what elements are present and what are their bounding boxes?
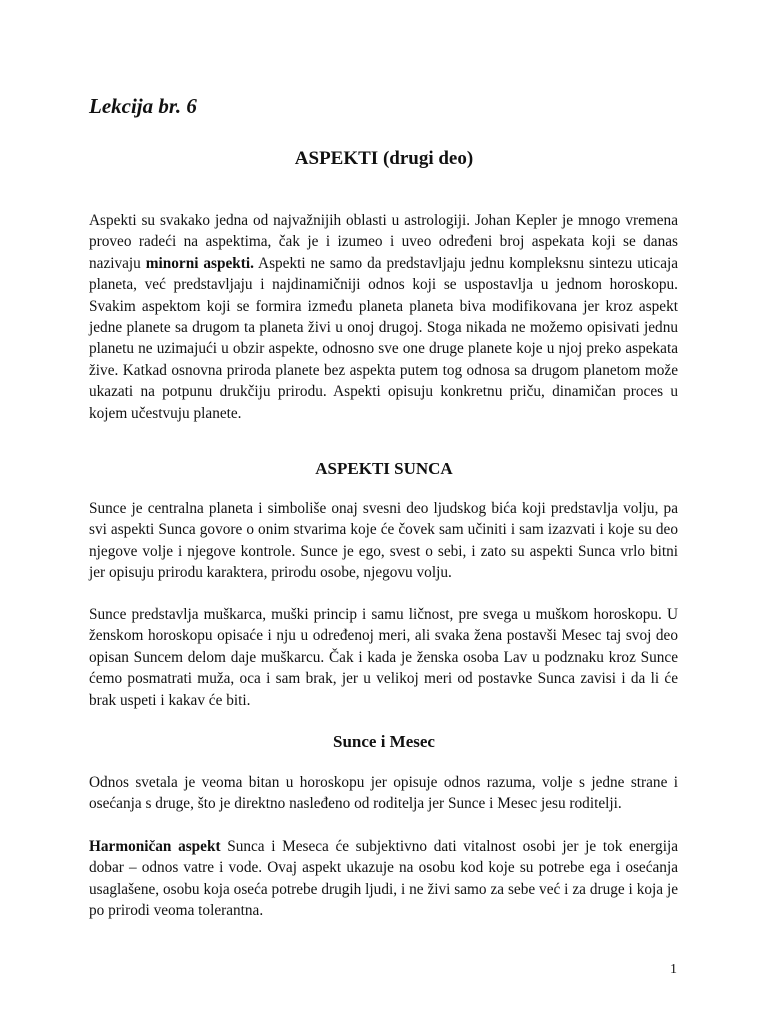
section2-paragraph-2 xyxy=(89,836,678,922)
section2-paragraph-2-text: Sunca i Meseca će subjektivno dati vitalnost osobi jer je tok energija dobar – odnos vatre i vode. Ovaj aspekt ukazuje na osobu kod koje su potrebe ega i osećanja usaglašene, osobu koja oseća potrebe drugih ljudi, i ne živi samo za sebe već i za druge i koja je po prirodi veoma tolerantna. xyxy=(89,838,678,920)
intro-text-end: Aspekti ne samo da predstavljaju jednu kompleksnu sintezu uticaja planeta, već predstavljaju i najdinamičniji odnos koji se uspostavlja u jednom horoskopu. Svakim aspektom koji se formira između planeta planeta biva modifikovana jer kroz aspekt jedne planete sa drugom ta planeta živi u onoj drugoj. Stoga nikada ne možemo opisivati jednu planetu ne uzimajući u obzir aspekte, odnosno sve one druge planete koje u njoj preko aspekata žive. Katkad osnovna priroda planete bez aspekta putem tog odnosa sa drugom planetom može ukazati na potpunu drukčiju prirodu. Aspekti opisuju konkretnu priču, dinamičan proces u kojem učestvuju planete. xyxy=(89,254,679,422)
section2-bold-term: Harmoničan aspekt xyxy=(89,838,221,855)
intro-bold-term: minorni aspekti. xyxy=(145,254,254,272)
section1-paragraph-1: Sunce je centralna planeta i simboliše onaj svesni deo ljudskog bića koji predstavlja volju, pa svi aspekti Sunca govore o onim stvarima koje će čovek sam učiniti i sam izazvati i koje su deo njegove volje i njegove kontrole. Sunce je ego, svest o sebi, i zato su aspekti Sunca vrlo bitni jer opisuju prirodu karaktera, prirodu osobe, njegovu volju. xyxy=(89,500,678,582)
intro-paragraph xyxy=(89,210,678,424)
page-title: ASPEKTI (drugi deo) xyxy=(294,148,474,169)
section-heading-sunce-i-mesec: Sunce i Mesec xyxy=(333,732,435,751)
section-heading-aspekti-sunca: ASPEKTI SUNCA xyxy=(315,459,453,478)
lesson-label: Lekcija br. 6 xyxy=(89,94,197,118)
section2-paragraph-1: Odnos svetala je veoma bitan u horoskopu jer opisuje odnos razuma, volje s jedne strane i osećanja s druge, što je direktno nasleđeno od roditelja jer Sunce i Mesec jesu roditelji. xyxy=(89,774,678,813)
intro-text-start: Aspekti su svakako jedna od najvažnijih oblasti u astrologiji. Johan Kepler je mnogo vremena proveo radeći na aspektima, čak je i izumeo i uveo određeni broj aspekata koji se danas nazivaju xyxy=(89,212,678,272)
page-number: 1 xyxy=(670,962,677,977)
section1-paragraph-2: Sunce predstavlja muškarca, muški princip i samu ličnost, pre svega u muškom horoskopu. U ženskom horoskopu opisaće i nju u određenoj meri, ali svaka žena postavši Mesec taj svoj deo opisan Suncem delom daje muškarcu. Čak i kada je ženska osoba Lav u podznaku kroz Sunce ćemo posmatrati muža, oca i sam brak, jer u velikoj meri od postavke Sunca zavisi i da li će brak uspeti i kakav će biti. xyxy=(89,606,678,709)
